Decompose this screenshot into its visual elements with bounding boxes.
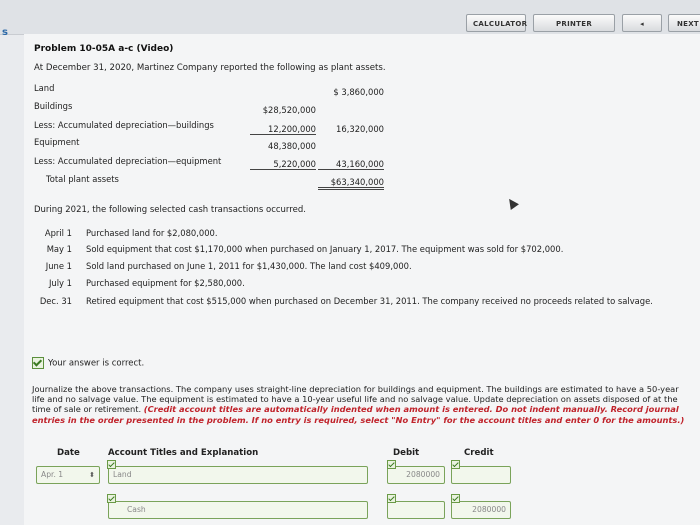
answer-status-text: Your answer is correct. bbox=[48, 358, 145, 369]
top-toolbar bbox=[0, 0, 700, 35]
debit-input[interactable] bbox=[387, 501, 445, 519]
calculator-button[interactable]: CALCULATOR bbox=[466, 14, 526, 32]
instructions-text: Journalize the above transactions. The company uses straight-line depreciation for buildings and equipment. The buildings are estimated to have a 50-year life and no salvage value. The equipment is estimated to have a 10-year useful life and no salvage value. Update depreciation on assets disposed of at the time of sale or retirement. bbox=[32, 384, 679, 415]
column-header-credit: Credit bbox=[464, 448, 494, 458]
tx-date: May 1 bbox=[46, 244, 72, 254]
account-title-input[interactable]: Land bbox=[108, 466, 368, 484]
printer-version-button[interactable]: PRINTER bbox=[533, 14, 615, 32]
check-icon bbox=[387, 494, 396, 503]
check-icon bbox=[387, 460, 396, 469]
total-plant-assets-value: $63,340,000 bbox=[318, 177, 384, 190]
tx-date: June 1 bbox=[45, 261, 72, 271]
acc-dep-buildings-label: Less: Accumulated depreciation—buildings bbox=[34, 120, 214, 130]
chevron-down-icon: ⬍ bbox=[89, 471, 95, 479]
account-title-input[interactable]: Cash bbox=[108, 501, 368, 519]
buildings-net: 16,320,000 bbox=[336, 124, 384, 134]
tx-date: Dec. 31 bbox=[39, 296, 72, 306]
answer-status bbox=[32, 357, 144, 369]
tx-description: Retired equipment that cost $515,000 when purchased on December 31, 2011. The company received no proceeds related to salvage. bbox=[86, 296, 653, 306]
debit-input[interactable]: 2080000 bbox=[387, 466, 445, 484]
column-header-date: Date bbox=[57, 448, 80, 458]
back-button[interactable]: ◂ bbox=[622, 14, 662, 32]
land-label: Land bbox=[34, 83, 55, 93]
buildings-value: $28,520,000 bbox=[262, 105, 316, 115]
journal-table bbox=[32, 448, 700, 525]
instructions-note: (Credit account titles are automatically indented when amount is entered. Do not indent manually. Record journal entries in the order presented in the problem. If no entry is required, select "No Entry" for the account titles and enter 0 for the amounts.) bbox=[32, 404, 685, 425]
equipment-label: Equipment bbox=[34, 137, 80, 147]
acc-dep-buildings-value: 12,200,000 bbox=[250, 124, 316, 135]
side-marker: s bbox=[2, 27, 8, 38]
tx-date: July 1 bbox=[48, 278, 72, 288]
problem-content bbox=[24, 34, 700, 525]
check-icon bbox=[451, 460, 460, 469]
check-icon bbox=[451, 494, 460, 503]
credit-input[interactable] bbox=[451, 466, 511, 484]
column-header-account: Account Titles and Explanation bbox=[108, 448, 259, 458]
problem-intro: At December 31, 2020, Martinez Company reported the following as plant assets. bbox=[34, 63, 386, 73]
next-button[interactable]: NEXT bbox=[668, 14, 700, 32]
check-icon bbox=[32, 357, 44, 369]
tx-description: Purchased land for $2,080,000. bbox=[86, 228, 218, 238]
problem-title: Problem 10-05A a-c (Video) bbox=[34, 44, 174, 54]
total-plant-assets-label: Total plant assets bbox=[46, 174, 119, 184]
buildings-label: Buildings bbox=[34, 101, 73, 111]
mouse-cursor-icon bbox=[505, 196, 519, 210]
column-header-debit: Debit bbox=[393, 448, 420, 458]
acc-dep-equipment-value: 5,220,000 bbox=[250, 159, 316, 170]
tx-description: Sold equipment that cost $1,170,000 when purchased on January 1, 2017. The equipment was sold for $702,000. bbox=[86, 244, 564, 254]
tx-date: April 1 bbox=[44, 228, 72, 238]
check-icon bbox=[107, 494, 116, 503]
transactions-heading: During 2021, the following selected cash transactions occurred. bbox=[34, 205, 306, 215]
instructions bbox=[32, 384, 692, 425]
credit-input[interactable]: 2080000 bbox=[451, 501, 511, 519]
acc-dep-equipment-label: Less: Accumulated depreciation—equipment bbox=[34, 156, 222, 166]
tx-description: Purchased equipment for $2,580,000. bbox=[86, 278, 245, 288]
equipment-net: 43,160,000 bbox=[318, 159, 384, 170]
land-total: $ 3,860,000 bbox=[333, 87, 384, 97]
check-icon bbox=[107, 460, 116, 469]
date-select[interactable] bbox=[36, 466, 100, 484]
date-select-value: Apr. 1 bbox=[41, 470, 64, 479]
tx-description: Sold land purchased on June 1, 2011 for $1,430,000. The land cost $409,000. bbox=[86, 261, 412, 271]
equipment-value: 48,380,000 bbox=[268, 141, 316, 151]
